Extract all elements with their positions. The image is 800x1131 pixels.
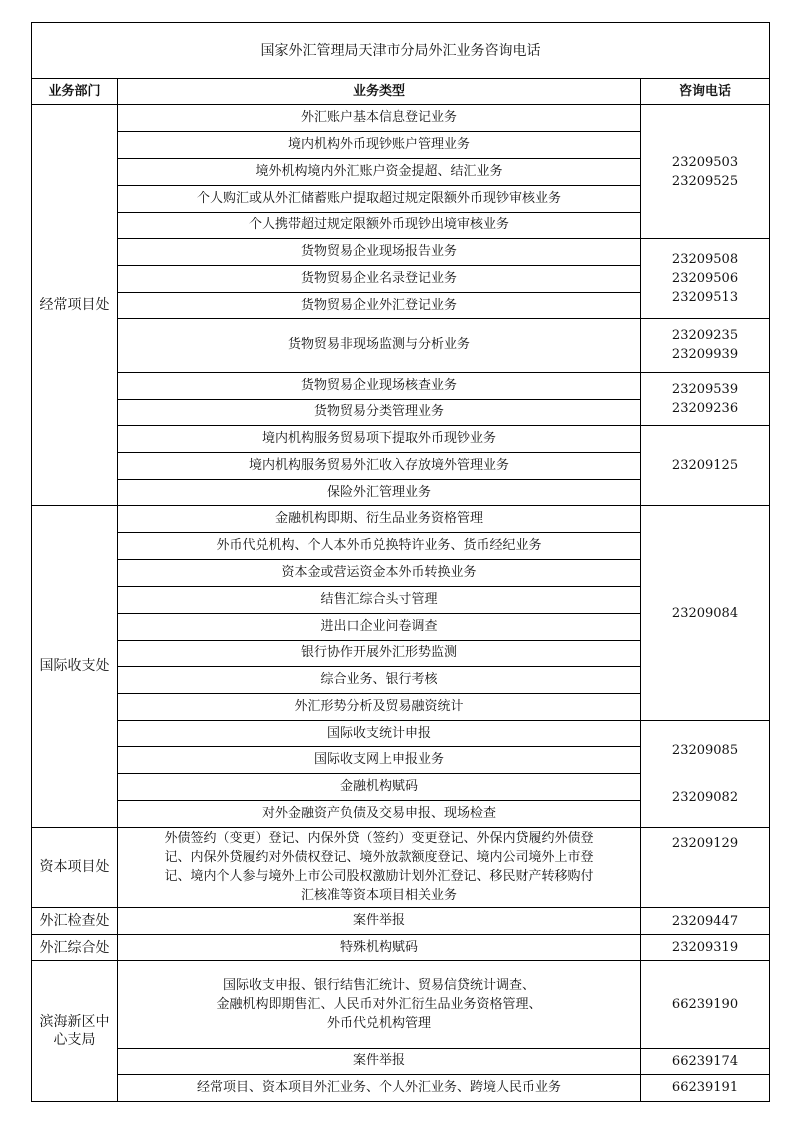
phone-number: 23209525 bbox=[671, 173, 739, 189]
phone-number: 23209085 bbox=[671, 742, 739, 758]
phone-number: 23209506 bbox=[671, 271, 739, 287]
dept-cell: 外汇检查处 bbox=[32, 907, 118, 934]
business-line: 金融机构即期售汇、人民币对外汇衍生品业务资格管理、 bbox=[216, 996, 542, 1012]
business-cell: 银行协作开展外汇形势监测 bbox=[118, 640, 641, 666]
table-row bbox=[32, 506, 770, 533]
business-cell: 案件举报 bbox=[118, 1048, 641, 1074]
phone-number: 23209508 bbox=[671, 252, 739, 268]
table-title-row bbox=[32, 23, 770, 79]
business-cell: 外汇形势分析及贸易融资统计 bbox=[118, 693, 641, 720]
phone-cell: 23209447 bbox=[641, 907, 770, 934]
business-cell: 国际收支网上申报业务 bbox=[118, 747, 641, 774]
business-line: 记、境内个人参与境外上市公司股权激励计划外汇登记、移民财产转移购付 bbox=[164, 869, 594, 885]
table-row bbox=[32, 372, 770, 399]
table-row bbox=[32, 935, 770, 961]
business-cell: 境内机构服务贸易外汇收入存放境外管理业务 bbox=[118, 452, 641, 479]
table-row bbox=[32, 319, 770, 372]
dept-cell: 经常项目处 bbox=[32, 105, 118, 506]
business-cell: 货物贸易企业现场核查业务 bbox=[118, 372, 641, 399]
business-cell: 境内机构外币现钞账户管理业务 bbox=[118, 132, 641, 158]
business-cell: 货物贸易企业外汇登记业务 bbox=[118, 293, 641, 319]
table-row bbox=[32, 425, 770, 452]
phone-cell: 23209129 bbox=[641, 827, 770, 907]
business-cell: 综合业务、银行考核 bbox=[118, 666, 641, 693]
header-dept: 业务部门 bbox=[32, 79, 118, 105]
business-cell: 货物贸易分类管理业务 bbox=[118, 399, 641, 425]
dept-cell bbox=[32, 961, 118, 1102]
business-cell: 货物贸易非现场监测与分析业务 bbox=[118, 319, 641, 372]
business-cell: 个人购汇或从外汇储蓄账户提取超过规定限额外币现钞审核业务 bbox=[118, 185, 641, 212]
phone-number: 23209082 bbox=[671, 789, 739, 805]
phone-cell: 23209319 bbox=[641, 935, 770, 961]
business-cell: 特殊机构赋码 bbox=[118, 935, 641, 961]
phone-cell: 66239191 bbox=[641, 1074, 770, 1101]
phone-cell: 66239174 bbox=[641, 1048, 770, 1074]
phone-number: 23209084 bbox=[671, 605, 739, 621]
business-cell: 进出口企业问卷调查 bbox=[118, 613, 641, 640]
business-cell: 资本金或营运资金本外币转换业务 bbox=[118, 560, 641, 586]
business-cell: 货物贸易企业现场报告业务 bbox=[118, 238, 641, 265]
phone-gap bbox=[645, 774, 765, 788]
business-cell: 结售汇综合头寸管理 bbox=[118, 586, 641, 613]
phone-number: 23209236 bbox=[671, 400, 739, 416]
business-cell: 外汇账户基本信息登记业务 bbox=[118, 105, 641, 132]
business-cell: 货物贸易企业名录登记业务 bbox=[118, 266, 641, 293]
business-cell: 案件举报 bbox=[118, 907, 641, 934]
header-business: 业务类型 bbox=[118, 79, 641, 105]
dept-cell: 外汇综合处 bbox=[32, 935, 118, 961]
table-row bbox=[32, 105, 770, 132]
table-title: 国家外汇管理局天津市分局外汇业务咨询电话 bbox=[32, 23, 770, 79]
table-row bbox=[32, 1074, 770, 1101]
table-row bbox=[32, 907, 770, 934]
business-cell: 金融机构即期、衍生品业务资格管理 bbox=[118, 506, 641, 533]
business-line: 汇核准等资本项目相关业务 bbox=[300, 888, 457, 904]
business-cell bbox=[118, 827, 641, 907]
table-row bbox=[32, 827, 770, 907]
business-line: 国际收支申报、银行结售汇统计、贸易信贷统计调查、 bbox=[222, 977, 535, 993]
phone-number: 23209503 bbox=[671, 154, 739, 170]
business-line: 外债签约（变更）登记、内保外贷（签约）变更登记、外保内贷履约外债登 bbox=[164, 831, 594, 847]
business-cell: 国际收支统计申报 bbox=[118, 721, 641, 747]
phone-cell bbox=[641, 372, 770, 425]
business-cell: 境内机构服务贸易项下提取外币现钞业务 bbox=[118, 425, 641, 452]
table-row bbox=[32, 961, 770, 1048]
phone-cell bbox=[641, 425, 770, 505]
business-cell: 保险外汇管理业务 bbox=[118, 480, 641, 506]
phone-number: 23209125 bbox=[671, 457, 739, 473]
phone-cell bbox=[641, 238, 770, 318]
phone-cell bbox=[641, 721, 770, 827]
phone-number: 23209939 bbox=[671, 347, 739, 363]
business-cell: 经常项目、资本项目外汇业务、个人外汇业务、跨境人民币业务 bbox=[118, 1074, 641, 1101]
table-row bbox=[32, 1048, 770, 1074]
business-cell: 对外金融资产负债及交易申报、现场检查 bbox=[118, 801, 641, 827]
dept-line: 心支局 bbox=[53, 1032, 96, 1049]
phone-gap bbox=[645, 760, 765, 774]
phone-number: 23209513 bbox=[671, 290, 739, 306]
header-phone: 咨询电话 bbox=[641, 79, 770, 105]
table-row bbox=[32, 238, 770, 265]
phone-cell bbox=[641, 319, 770, 372]
business-cell: 外币代兑机构、个人本外币兑换特许业务、货币经纪业务 bbox=[118, 533, 641, 560]
document bbox=[31, 22, 769, 1102]
table-row bbox=[32, 721, 770, 747]
dept-cell: 资本项目处 bbox=[32, 827, 118, 907]
phone-number: 23209235 bbox=[671, 328, 739, 344]
phone-cell: 66239190 bbox=[641, 961, 770, 1048]
phone-number: 23209539 bbox=[671, 381, 739, 397]
dept-line: 滨海新区中 bbox=[39, 1014, 110, 1031]
table-header-row bbox=[32, 79, 770, 105]
business-line: 记、内保外贷履约对外债权登记、境外放款额度登记、境内公司境外上市登 bbox=[164, 850, 594, 866]
business-cell: 境外机构境内外汇账户资金提超、结汇业务 bbox=[118, 158, 641, 185]
consultation-phone-table bbox=[31, 22, 770, 1102]
business-cell bbox=[118, 961, 641, 1048]
business-cell: 金融机构赋码 bbox=[118, 774, 641, 801]
phone-cell bbox=[641, 506, 770, 721]
phone-cell bbox=[641, 105, 770, 239]
business-cell: 个人携带超过规定限额外币现钞出境审核业务 bbox=[118, 212, 641, 238]
business-line: 外币代兑机构管理 bbox=[326, 1015, 431, 1031]
dept-cell: 国际收支处 bbox=[32, 506, 118, 827]
